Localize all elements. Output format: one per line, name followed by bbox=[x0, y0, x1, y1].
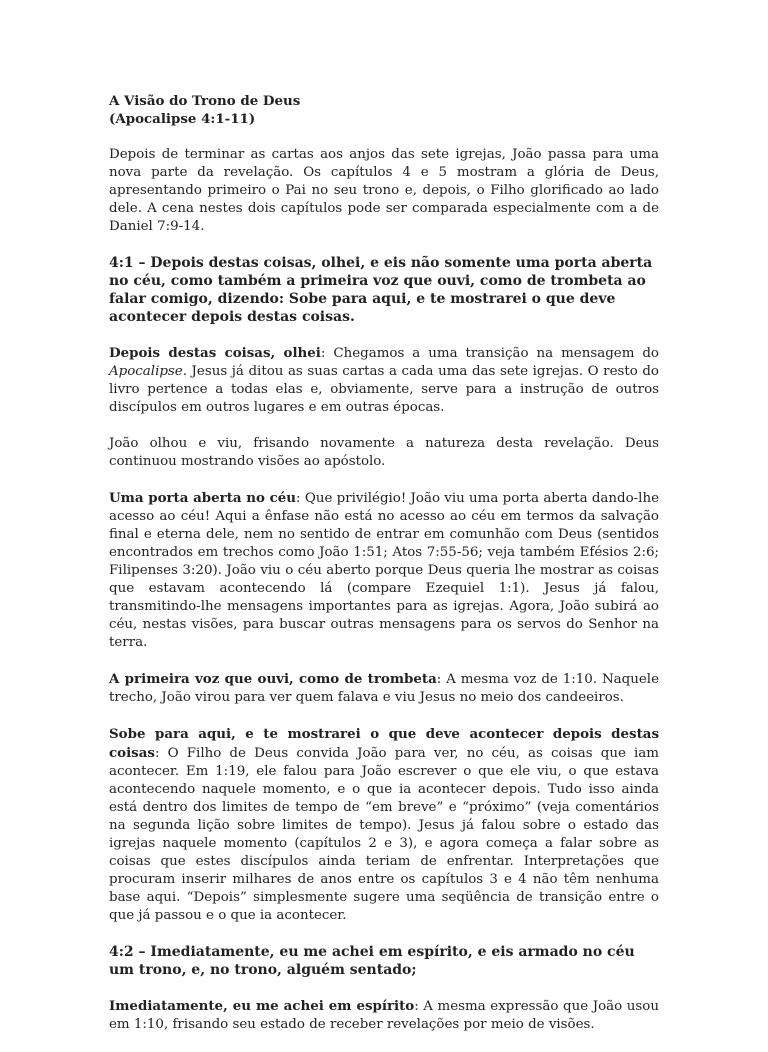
paragraph-lead: A primeira voz que ouvi, como de trombeta bbox=[109, 671, 437, 687]
verse-4-1: 4:1 – Depois destas coisas, olhei, e eis não somente uma porta aberta no céu, como também a primeira voz que ouvi, como de trombeta ao falar comigo, dizendo: Sobe para aqui, e te mostrarei o que deve acontecer depois destas coisas. bbox=[109, 255, 653, 325]
paragraph-lead: Depois destas coisas, olhei bbox=[109, 345, 321, 361]
paragraph-primeira-voz bbox=[109, 670, 659, 707]
paragraph-text: Chegamos a uma transição na mensagem do bbox=[333, 346, 659, 361]
paragraph-text: : Que privilégio! João viu uma porta aberta dando-lhe acesso ao céu! Aqui a ênfase não está no acesso ao céu em termos da salvação final e eterna dele, nem no sentido de entrar em comunhão com Deus (sentidos encontrados em trechos como João 1:51; Atos 7:55-56; veja também Efésios 2:6; Filipenses 3:20). João viu o céu aberto porque Deus queria lhe mostrar as coisas que estavam acontecendo lá (compare Ezequiel 1:1). Jesus já falou, transmitindo-lhe mensagens importantes para as igrejas. Agora, João subirá ao céu, nestas visões, para buscar outras mensagens para os servos do Senhor na terra. bbox=[109, 491, 660, 650]
paragraph-text: . Jesus já ditou as suas cartas a cada uma das sete igrejas. O resto do livro pertence a todas elas e, obviamente, serve para a instrução de outros discípulos em outros lugares e em outras épocas. bbox=[109, 364, 659, 415]
verse-4-2: 4:2 – Imediatamente, eu me achei em espírito, e eis armado no céu um trono, e, no trono, alguém sentado; bbox=[109, 944, 635, 978]
paragraph-text: : O Filho de Deus convida João para ver, no céu, as coisas que iam acontecer. Em 1:19, ele falou para João escrever o que ele viu, o que estava acontecendo naquele momento, e o que ia acontecer depois. Tudo isso ainda está dentro dos limites de tempo de “em breve” e “próximo” (veja comentários na segunda lição sobre limites de tempo). Jesus já falou sobre o estado das igrejas naquele momento (capítulos 2 e 3), e agora começa a falar sobre as coisas que estes discípulos ainda teriam de enfrentar. Interpretações que procuram inserir milhares de anos entre os capítulos 3 e 4 não têm nenhuma base aqui. “Depois” simplesmente sugere uma seqüência de transição entre o que já passou e o que ia acontecer. bbox=[109, 746, 659, 923]
book-name-italic: Apocalipse bbox=[109, 364, 183, 379]
intro-paragraph: Depois de terminar as cartas aos anjos das sete igrejas, João passa para uma nova parte da revelação. Os capítulos 4 e 5 mostram a glória de Deus, apresentando primeiro o Pai no seu trono e, depois, o Filho glorificado ao lado dele. A cena nestes dois capítulos pode ser comparada especialmente com a de Daniel 7:9-14. bbox=[109, 147, 659, 234]
paragraph-porta-aberta bbox=[109, 489, 659, 652]
paragraph-depois-destas-coisas bbox=[109, 344, 659, 417]
paragraph-imediatamente bbox=[109, 997, 659, 1034]
paragraph-sobe-para-aqui bbox=[109, 725, 659, 925]
paragraph-joao-olhou: João olhou e viu, frisando novamente a natureza desta revelação. Deus continuou mostrando visões ao apóstolo. bbox=[109, 436, 659, 469]
paragraph-text: : A mesma expressão que João usou em 1:10, frisando seu estado de receber revelações por meio de visões. bbox=[109, 999, 659, 1032]
paragraph-lead: Sobe para aqui, e te mostrarei o que deve acontecer depois destas coisas bbox=[109, 726, 659, 761]
paragraph-text: : A mesma voz de 1:10. Naquele trecho, João virou para ver quem falava e viu Jesus no meio dos candeeiros. bbox=[109, 672, 659, 705]
document-title: A Visão do Trono de Deus bbox=[109, 93, 301, 109]
document-subtitle: (Apocalipse 4:1-11) bbox=[109, 111, 256, 127]
paragraph-sep: : bbox=[320, 346, 334, 361]
paragraph-lead: Uma porta aberta no céu bbox=[109, 490, 297, 506]
paragraph-lead: Imediatamente, eu me achei em espírito bbox=[109, 998, 415, 1014]
document-page bbox=[109, 92, 659, 1052]
